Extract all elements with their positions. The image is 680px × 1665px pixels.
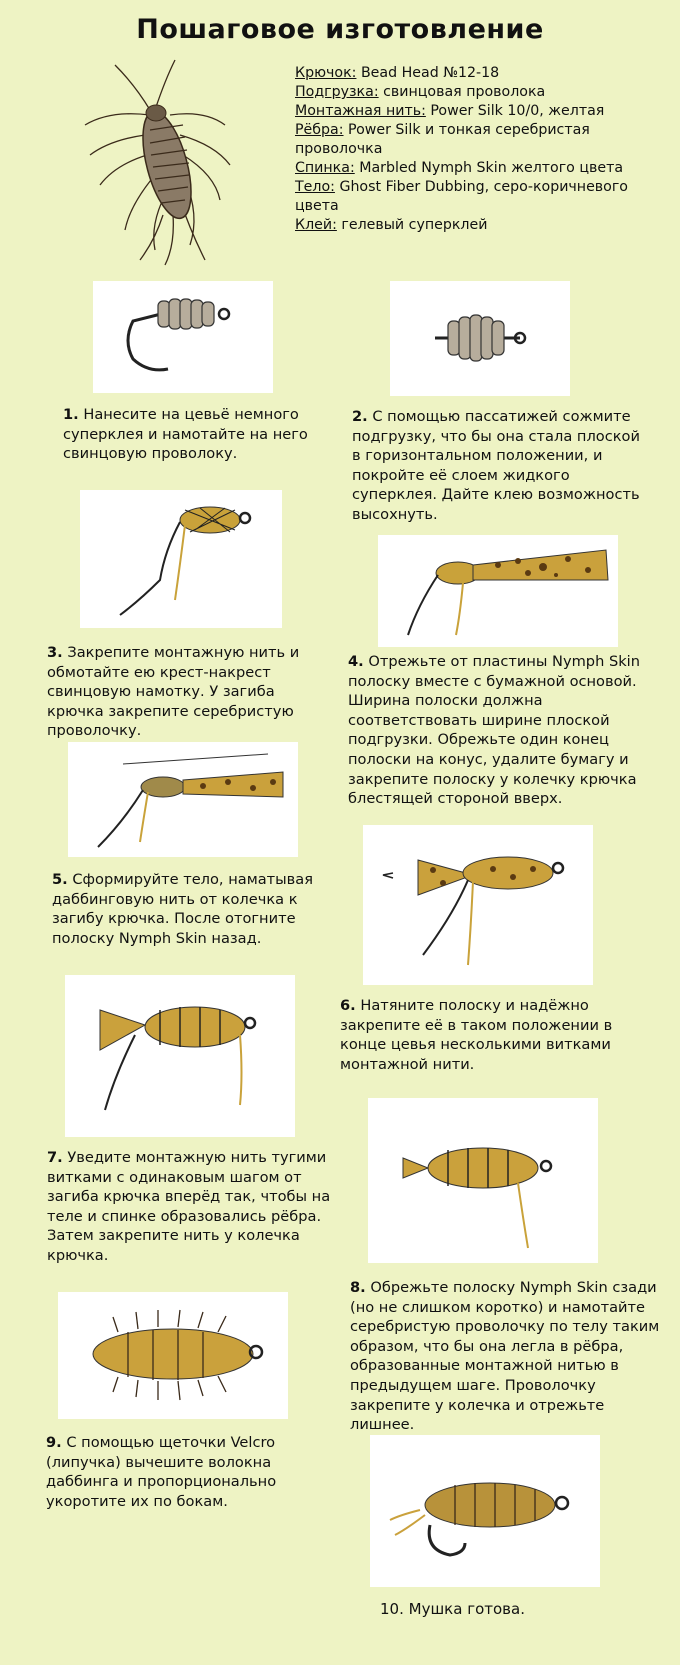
step-7-text: 7. Уведите монтажную нить тугими витками с одинаковым шагом от загиба крючка вперёд так, чтобы на теле и спинке образовались рёбра. Затем закрепите нить у колечка крючка. [47,1149,331,1264]
step-2-image [390,281,570,396]
specs-list [295,64,655,235]
step-6-image [363,825,593,985]
spec-weight: Подгрузка: свинцовая проволока [295,84,546,100]
step-9-image [58,1292,288,1419]
step-7-image [65,975,295,1137]
step-10-image [370,1435,600,1587]
step-5-image [68,742,298,857]
step-2-text: 2. С помощью пассатижей сожмите подгрузку, что бы она стала плоской в горизонтальном положении, и покройте её слоем жидкого суперклея. Дайте клею возможность высохнуть. [352,408,640,523]
step-5-text: 5. Сформируйте тело, наматывая даббинговую нить от колечка к загибу крючка. После отогните полоску Nymph Skin назад. [52,871,313,947]
spec-glue: Клей: гелевый суперклей [295,217,488,233]
spec-hook: Крючок: Bead Head №12-18 [295,65,500,81]
step-4-text: 4. Отрежьте от пластины Nymph Skin полоску вместе с бумажной основой. Ширина полоски должна соответствовать ширине плоской подгрузки. Обрежьте один конец полоски на конус, удалите бумагу и закрепите полоску у колечку крючка блестящей стороной вверх. [348,653,640,808]
spec-back: Спинка: Marbled Nymph Skin желтого цвета [295,160,624,176]
page-title: Пошаговое изготовление [136,14,544,45]
spec-thread: Монтажная нить: Power Silk 10/0, желтая [295,103,605,119]
step-9-text: 9. С помощью щеточки Velcro (липучка) вычешите волокна даббинга и пропорционально укоротите их по бокам. [46,1434,277,1510]
step-1-text: 1. Нанесите на цевьё немного суперклея и намотайте на него свинцовую проволоку. [63,406,308,463]
step-8-text: 8. Обрежьте полоску Nymph Skin сзади (но не слишком коротко) и намотайте серебристую проволочку по телу таким образом, что бы она легла в рёбра, образованные монтажной нитью в предыдущем шаге. Проволочку закрепите у колечка и отрежьте лишнее. [350,1279,660,1434]
spec-ribs: Рёбра: Power Silk и тонкая серебристая проволочка [295,122,590,157]
spec-body: Тело: Ghost Fiber Dubbing, серо-коричневого цвета [295,179,628,214]
step-6-text: 6. Натяните полоску и надёжно закрепите её в таком положении в конце цевья несколькими витками монтажной нити. [340,997,613,1073]
step-4-image [378,535,618,647]
final-text: 10. Мушка готова. [380,1600,525,1618]
step-8-image [368,1098,598,1263]
insect-illustration [55,55,255,270]
step-3-text: 3. Закрепите монтажную нить и обмотайте ею крест-накрест свинцовую намотку. У загиба крючка закрепите серебристую проволочку. [47,644,300,740]
step-3-image [80,490,282,628]
step-1-image [93,281,273,393]
